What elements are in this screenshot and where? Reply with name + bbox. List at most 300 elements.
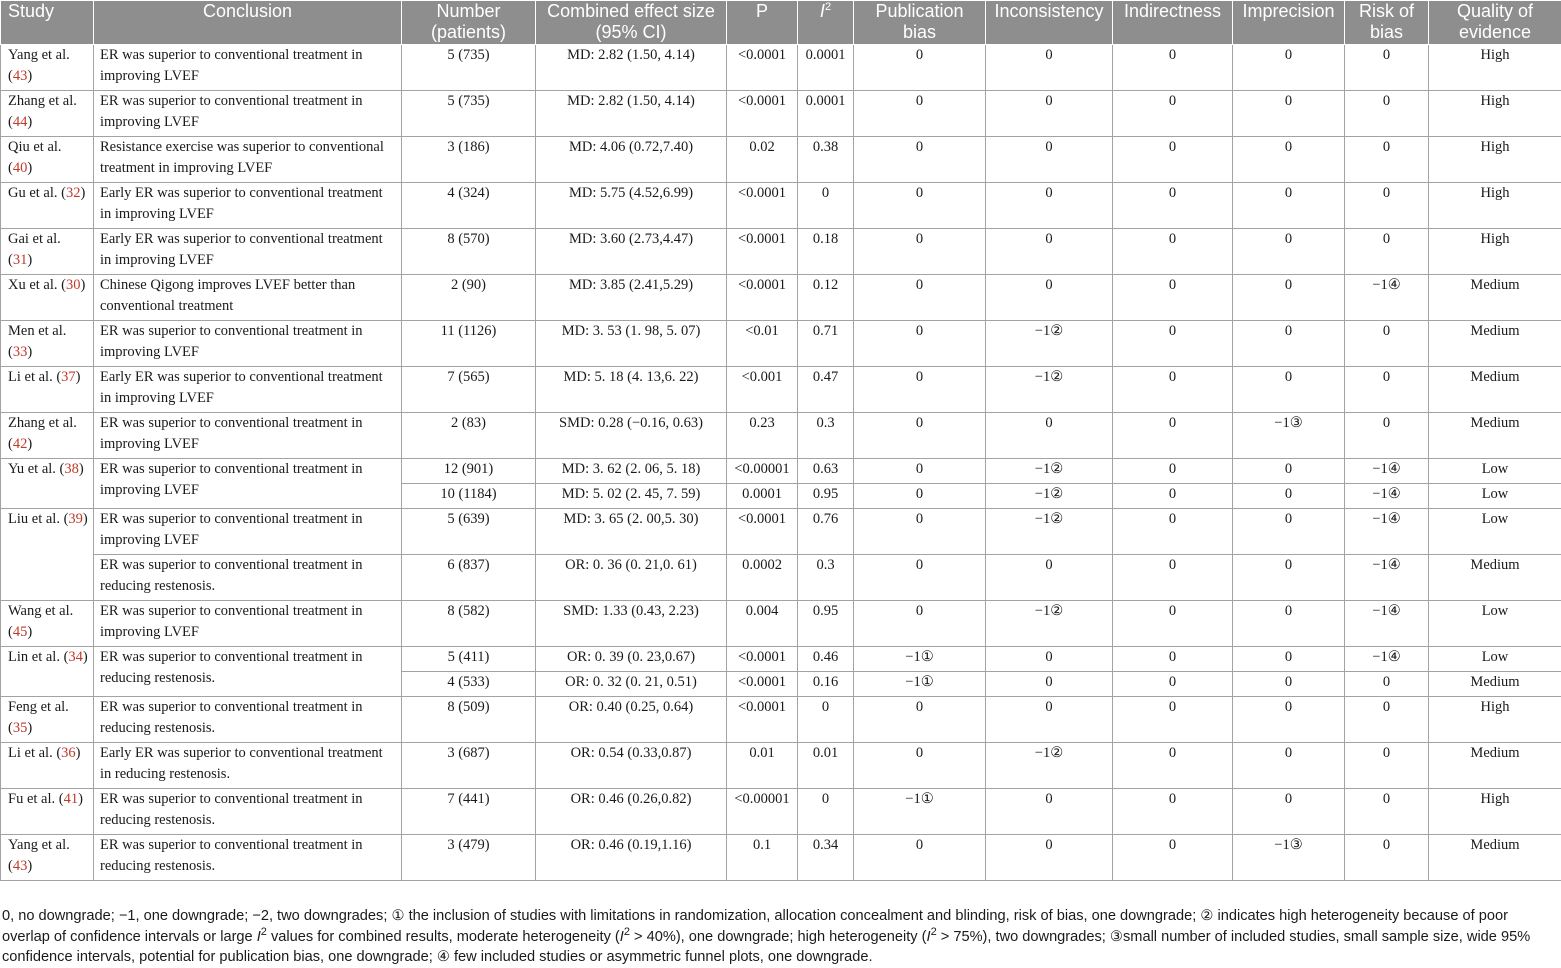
- study-name: Feng et al.: [8, 699, 69, 715]
- table-body: [1, 45, 1561, 881]
- study-name: Liu et al.: [8, 511, 60, 527]
- table-row: [1, 137, 1561, 183]
- table-row: [1, 601, 1561, 647]
- p-value-cell: 0.1: [727, 835, 798, 881]
- header-imprecision: Imprecision: [1233, 1, 1345, 45]
- number-cell: 12 (901): [402, 459, 536, 484]
- effect-size-cell: MD: 3. 62 (2. 06, 5. 18): [536, 459, 727, 484]
- risk-of-bias-cell: 0: [1345, 137, 1429, 183]
- i2-cell: 0.18: [798, 229, 854, 275]
- imprecision-cell: 0: [1233, 672, 1345, 697]
- i2-cell: 0.95: [798, 601, 854, 647]
- risk-of-bias-cell: 0: [1345, 743, 1429, 789]
- study-name: Fu et al.: [8, 791, 56, 807]
- conclusion-cell: ER was superior to conventional treatment in improving LVEF: [94, 413, 402, 459]
- imprecision-cell: −1③: [1233, 413, 1345, 459]
- effect-size-cell: MD: 3. 53 (1. 98, 5. 07): [536, 321, 727, 367]
- indirectness-cell: 0: [1113, 275, 1233, 321]
- study-cell: Zhang et al. (42): [1, 413, 94, 459]
- number-cell: 8 (570): [402, 229, 536, 275]
- effect-size-cell: MD: 3.60 (2.73,4.47): [536, 229, 727, 275]
- i2-cell: 0: [798, 789, 854, 835]
- i2-cell: 0.95: [798, 484, 854, 509]
- quality-cell: Medium: [1429, 555, 1561, 601]
- inconsistency-cell: 0: [986, 647, 1113, 672]
- effect-size-cell: MD: 3.85 (2.41,5.29): [536, 275, 727, 321]
- inconsistency-cell: −1②: [986, 509, 1113, 555]
- study-cell: Yang et al. (43): [1, 45, 94, 91]
- imprecision-cell: 0: [1233, 229, 1345, 275]
- number-cell: 7 (565): [402, 367, 536, 413]
- study-name: Qiu et al.: [8, 139, 62, 155]
- study-reference: 36: [61, 745, 76, 761]
- study-reference: 30: [66, 277, 81, 293]
- indirectness-cell: 0: [1113, 647, 1233, 672]
- indirectness-cell: 0: [1113, 137, 1233, 183]
- study-reference: 41: [63, 791, 79, 807]
- study-reference: 42: [12, 436, 28, 452]
- study-cell: Yu et al. (38): [1, 459, 94, 509]
- study-reference: 39: [68, 511, 83, 527]
- p-value-cell: <0.0001: [727, 697, 798, 743]
- imprecision-cell: 0: [1233, 91, 1345, 137]
- study-name: Yu et al.: [8, 461, 56, 477]
- p-value-cell: <0.0001: [727, 45, 798, 91]
- p-value-cell: <0.0001: [727, 275, 798, 321]
- publication-bias-cell: 0: [854, 91, 986, 137]
- inconsistency-cell: 0: [986, 697, 1113, 743]
- study-cell: Liu et al. (39): [1, 509, 94, 601]
- publication-bias-cell: −1①: [854, 672, 986, 697]
- table-row: [1, 321, 1561, 367]
- conclusion-cell: ER was superior to conventional treatment in reducing restenosis.: [94, 697, 402, 743]
- imprecision-cell: 0: [1233, 601, 1345, 647]
- publication-bias-cell: −1①: [854, 647, 986, 672]
- i2-cell: 0.71: [798, 321, 854, 367]
- imprecision-cell: 0: [1233, 275, 1345, 321]
- study-cell: Li et al. (36): [1, 743, 94, 789]
- header-publication-bias: Publication bias: [854, 1, 986, 45]
- effect-size-cell: OR: 0.54 (0.33,0.87): [536, 743, 727, 789]
- study-cell: Qiu et al. (40): [1, 137, 94, 183]
- study-name: Yang et al.: [8, 47, 70, 63]
- study-name: Zhang et al.: [8, 93, 77, 109]
- quality-cell: Medium: [1429, 275, 1561, 321]
- table-row: [1, 459, 1561, 484]
- quality-cell: High: [1429, 183, 1561, 229]
- header-inconsistency: Inconsistency: [986, 1, 1113, 45]
- indirectness-cell: 0: [1113, 413, 1233, 459]
- inconsistency-cell: 0: [986, 45, 1113, 91]
- table-row: [1, 697, 1561, 743]
- publication-bias-cell: 0: [854, 367, 986, 413]
- number-cell: 4 (324): [402, 183, 536, 229]
- quality-cell: Medium: [1429, 743, 1561, 789]
- p-value-cell: 0.02: [727, 137, 798, 183]
- number-cell: 5 (639): [402, 509, 536, 555]
- conclusion-cell: ER was superior to conventional treatment in reducing restenosis.: [94, 835, 402, 881]
- p-value-cell: <0.0001: [727, 229, 798, 275]
- effect-size-cell: MD: 5. 18 (4. 13,6. 22): [536, 367, 727, 413]
- quality-cell: Low: [1429, 509, 1561, 555]
- indirectness-cell: 0: [1113, 672, 1233, 697]
- number-cell: 6 (837): [402, 555, 536, 601]
- imprecision-cell: 0: [1233, 137, 1345, 183]
- conclusion-cell: ER was superior to conventional treatment in improving LVEF: [94, 45, 402, 91]
- p-value-cell: <0.00001: [727, 789, 798, 835]
- quality-cell: High: [1429, 229, 1561, 275]
- study-reference: 45: [12, 624, 28, 640]
- effect-size-cell: SMD: 0.28 (−0.16, 0.63): [536, 413, 727, 459]
- risk-of-bias-cell: −1④: [1345, 509, 1429, 555]
- quality-cell: Low: [1429, 601, 1561, 647]
- study-reference: 32: [66, 185, 81, 201]
- indirectness-cell: 0: [1113, 509, 1233, 555]
- table-row: [1, 743, 1561, 789]
- imprecision-cell: −1③: [1233, 835, 1345, 881]
- quality-cell: Medium: [1429, 367, 1561, 413]
- inconsistency-cell: −1②: [986, 321, 1113, 367]
- header-quality: Quality of evidence: [1429, 1, 1561, 45]
- i2-cell: 0.34: [798, 835, 854, 881]
- conclusion-cell: Early ER was superior to conventional treatment in improving LVEF: [94, 367, 402, 413]
- effect-size-cell: OR: 0. 36 (0. 21,0. 61): [536, 555, 727, 601]
- study-cell: Wang et al. (45): [1, 601, 94, 647]
- effect-size-cell: OR: 0. 32 (0. 21, 0.51): [536, 672, 727, 697]
- effect-size-cell: OR: 0.46 (0.19,1.16): [536, 835, 727, 881]
- study-name: Gu et al.: [8, 185, 58, 201]
- table-row: [1, 183, 1561, 229]
- indirectness-cell: 0: [1113, 555, 1233, 601]
- risk-of-bias-cell: 0: [1345, 91, 1429, 137]
- table-row: [1, 509, 1561, 555]
- table-row: [1, 647, 1561, 672]
- table-row: [1, 835, 1561, 881]
- table-row: [1, 91, 1561, 137]
- effect-size-cell: OR: 0.40 (0.25, 0.64): [536, 697, 727, 743]
- quality-cell: Low: [1429, 459, 1561, 484]
- inconsistency-cell: −1②: [986, 484, 1113, 509]
- indirectness-cell: 0: [1113, 789, 1233, 835]
- study-name: Li et al.: [8, 745, 53, 761]
- publication-bias-cell: 0: [854, 835, 986, 881]
- quality-cell: High: [1429, 789, 1561, 835]
- i2-cell: 0.47: [798, 367, 854, 413]
- effect-size-cell: MD: 2.82 (1.50, 4.14): [536, 91, 727, 137]
- p-value-cell: 0.23: [727, 413, 798, 459]
- study-cell: Li et al. (37): [1, 367, 94, 413]
- publication-bias-cell: 0: [854, 509, 986, 555]
- study-reference: 35: [12, 720, 28, 736]
- publication-bias-cell: 0: [854, 137, 986, 183]
- conclusion-cell: ER was superior to conventional treatment in reducing restenosis.: [94, 789, 402, 835]
- indirectness-cell: 0: [1113, 601, 1233, 647]
- p-value-cell: <0.0001: [727, 647, 798, 672]
- quality-cell: Low: [1429, 647, 1561, 672]
- publication-bias-cell: 0: [854, 743, 986, 789]
- conclusion-cell: ER was superior to conventional treatment in improving LVEF: [94, 601, 402, 647]
- indirectness-cell: 0: [1113, 91, 1233, 137]
- p-value-cell: <0.01: [727, 321, 798, 367]
- study-cell: Xu et al. (30): [1, 275, 94, 321]
- inconsistency-cell: 0: [986, 183, 1113, 229]
- study-cell: Feng et al. (35): [1, 697, 94, 743]
- p-value-cell: <0.001: [727, 367, 798, 413]
- publication-bias-cell: −1①: [854, 789, 986, 835]
- conclusion-cell: ER was superior to conventional treatment in improving LVEF: [94, 91, 402, 137]
- number-cell: 3 (479): [402, 835, 536, 881]
- number-cell: 10 (1184): [402, 484, 536, 509]
- number-cell: 8 (509): [402, 697, 536, 743]
- risk-of-bias-cell: 0: [1345, 413, 1429, 459]
- quality-cell: Medium: [1429, 672, 1561, 697]
- publication-bias-cell: 0: [854, 555, 986, 601]
- conclusion-cell: Resistance exercise was superior to conventional treatment in improving LVEF: [94, 137, 402, 183]
- i2-cell: 0.12: [798, 275, 854, 321]
- risk-of-bias-cell: −1④: [1345, 601, 1429, 647]
- p-value-cell: <0.0001: [727, 91, 798, 137]
- effect-size-cell: OR: 0.46 (0.26,0.82): [536, 789, 727, 835]
- study-cell: Fu et al. (41): [1, 789, 94, 835]
- effect-size-cell: OR: 0. 39 (0. 23,0.67): [536, 647, 727, 672]
- study-name: Zhang et al.: [8, 415, 77, 431]
- imprecision-cell: 0: [1233, 509, 1345, 555]
- i2-cell: 0.63: [798, 459, 854, 484]
- quality-cell: High: [1429, 697, 1561, 743]
- p-value-cell: 0.004: [727, 601, 798, 647]
- conclusion-cell: Early ER was superior to conventional treatment in improving LVEF: [94, 229, 402, 275]
- header-p: P: [727, 1, 798, 45]
- number-cell: 3 (687): [402, 743, 536, 789]
- conclusion-cell: Early ER was superior to conventional treatment in improving LVEF: [94, 183, 402, 229]
- imprecision-cell: 0: [1233, 183, 1345, 229]
- risk-of-bias-cell: −1④: [1345, 647, 1429, 672]
- conclusion-cell: ER was superior to conventional treatment in reducing restenosis.: [94, 647, 402, 697]
- effect-size-cell: MD: 5. 02 (2. 45, 7. 59): [536, 484, 727, 509]
- risk-of-bias-cell: 0: [1345, 229, 1429, 275]
- table-row: [1, 413, 1561, 459]
- p-value-cell: <0.0001: [727, 672, 798, 697]
- inconsistency-cell: −1②: [986, 743, 1113, 789]
- effect-size-cell: MD: 4.06 (0.72,7.40): [536, 137, 727, 183]
- study-cell: Gai et al. (31): [1, 229, 94, 275]
- conclusion-cell: ER was superior to conventional treatment in improving LVEF: [94, 459, 402, 509]
- publication-bias-cell: 0: [854, 45, 986, 91]
- header-effect-size: Combined effect size (95% CI): [536, 1, 727, 45]
- table-row: [1, 275, 1561, 321]
- publication-bias-cell: 0: [854, 697, 986, 743]
- study-reference: 40: [12, 160, 28, 176]
- p-value-cell: 0.01: [727, 743, 798, 789]
- number-cell: 8 (582): [402, 601, 536, 647]
- indirectness-cell: 0: [1113, 484, 1233, 509]
- publication-bias-cell: 0: [854, 484, 986, 509]
- i2-cell: 0.38: [798, 137, 854, 183]
- inconsistency-cell: 0: [986, 229, 1113, 275]
- imprecision-cell: 0: [1233, 321, 1345, 367]
- p-value-cell: 0.0001: [727, 484, 798, 509]
- header-number: Number (patients): [402, 1, 536, 45]
- study-cell: Yang et al. (43): [1, 835, 94, 881]
- publication-bias-cell: 0: [854, 275, 986, 321]
- conclusion-cell: ER was superior to conventional treatment in improving LVEF: [94, 321, 402, 367]
- study-name: Li et al.: [8, 369, 53, 385]
- risk-of-bias-cell: 0: [1345, 835, 1429, 881]
- i2-cell: 0: [798, 183, 854, 229]
- number-cell: 5 (735): [402, 91, 536, 137]
- inconsistency-cell: 0: [986, 91, 1113, 137]
- imprecision-cell: 0: [1233, 697, 1345, 743]
- number-cell: 7 (441): [402, 789, 536, 835]
- conclusion-cell: Chinese Qigong improves LVEF better than conventional treatment: [94, 275, 402, 321]
- study-reference: 38: [64, 461, 79, 477]
- risk-of-bias-cell: −1④: [1345, 275, 1429, 321]
- risk-of-bias-cell: 0: [1345, 789, 1429, 835]
- study-name: Lin et al.: [8, 649, 60, 665]
- table-footnote: 0, no downgrade; −1, one downgrade; −2, two downgrades; ① the inclusion of studies with limitations in randomization, allocation concealment and blinding, risk of bias, one downgrade; ② indicates high heterogeneity because of poor overlap of confidence intervals or large $I^2$ values for combined results, moderate heterogeneity $(I^2 > 40\%)$, one downgrade; high heterogeneity $(I^2 > 75\%)$, two downgrades; ③small number of included studies, small sample size, wide 95% confidence intervals, potential for publication bias, one downgrade; ④ few included studies or asymmetric funnel plots, one downgrade.: [2, 908, 1531, 965]
- header-conclusion: Conclusion: [94, 1, 402, 45]
- i2-cell: 0.01: [798, 743, 854, 789]
- imprecision-cell: 0: [1233, 484, 1345, 509]
- p-value-cell: <0.00001: [727, 459, 798, 484]
- quality-cell: Medium: [1429, 321, 1561, 367]
- inconsistency-cell: 0: [986, 672, 1113, 697]
- study-cell: Zhang et al. (44): [1, 91, 94, 137]
- i2-cell: 0.76: [798, 509, 854, 555]
- inconsistency-cell: 0: [986, 413, 1113, 459]
- study-name: Xu et al.: [8, 277, 58, 293]
- number-cell: 3 (186): [402, 137, 536, 183]
- inconsistency-cell: 0: [986, 275, 1113, 321]
- quality-cell: Medium: [1429, 413, 1561, 459]
- risk-of-bias-cell: 0: [1345, 697, 1429, 743]
- indirectness-cell: 0: [1113, 835, 1233, 881]
- indirectness-cell: 0: [1113, 367, 1233, 413]
- study-reference: 43: [12, 68, 28, 84]
- study-name: Gai et al.: [8, 231, 61, 247]
- study-cell: Men et al. (33): [1, 321, 94, 367]
- number-cell: 5 (735): [402, 45, 536, 91]
- i2-cell: 0.46: [798, 647, 854, 672]
- study-reference: 33: [12, 344, 28, 360]
- header-row: [1, 1, 1561, 45]
- quality-cell: High: [1429, 45, 1561, 91]
- risk-of-bias-cell: 0: [1345, 672, 1429, 697]
- number-cell: 11 (1126): [402, 321, 536, 367]
- effect-size-cell: SMD: 1.33 (0.43, 2.23): [536, 601, 727, 647]
- p-value-cell: 0.0002: [727, 555, 798, 601]
- inconsistency-cell: 0: [986, 555, 1113, 601]
- indirectness-cell: 0: [1113, 321, 1233, 367]
- inconsistency-cell: 0: [986, 835, 1113, 881]
- conclusion-cell: ER was superior to conventional treatment in reducing restenosis.: [94, 555, 402, 601]
- risk-of-bias-cell: −1④: [1345, 555, 1429, 601]
- study-reference: 43: [12, 858, 28, 874]
- risk-of-bias-cell: 0: [1345, 45, 1429, 91]
- i2-cell: 0.3: [798, 555, 854, 601]
- study-reference: 31: [12, 252, 28, 268]
- indirectness-cell: 0: [1113, 183, 1233, 229]
- publication-bias-cell: 0: [854, 601, 986, 647]
- number-cell: 5 (411): [402, 647, 536, 672]
- inconsistency-cell: −1②: [986, 459, 1113, 484]
- i2-cell: 0: [798, 697, 854, 743]
- study-reference: 44: [12, 114, 28, 130]
- publication-bias-cell: 0: [854, 183, 986, 229]
- study-name: Wang et al.: [8, 603, 74, 619]
- indirectness-cell: 0: [1113, 45, 1233, 91]
- publication-bias-cell: 0: [854, 459, 986, 484]
- imprecision-cell: 0: [1233, 367, 1345, 413]
- risk-of-bias-cell: 0: [1345, 183, 1429, 229]
- table-row: [1, 367, 1561, 413]
- conclusion-cell: ER was superior to conventional treatment in improving LVEF: [94, 509, 402, 555]
- quality-cell: High: [1429, 91, 1561, 137]
- risk-of-bias-cell: 0: [1345, 321, 1429, 367]
- table-row: [1, 555, 1561, 601]
- p-value-cell: <0.0001: [727, 509, 798, 555]
- publication-bias-cell: 0: [854, 321, 986, 367]
- header-indirectness: Indirectness: [1113, 1, 1233, 45]
- inconsistency-cell: −1②: [986, 601, 1113, 647]
- indirectness-cell: 0: [1113, 697, 1233, 743]
- imprecision-cell: 0: [1233, 555, 1345, 601]
- i2-cell: 0.0001: [798, 45, 854, 91]
- table-row: [1, 229, 1561, 275]
- i2-cell: 0.3: [798, 413, 854, 459]
- i2-cell: 0.16: [798, 672, 854, 697]
- table-row: [1, 789, 1561, 835]
- risk-of-bias-cell: −1④: [1345, 459, 1429, 484]
- imprecision-cell: 0: [1233, 647, 1345, 672]
- imprecision-cell: 0: [1233, 789, 1345, 835]
- study-name: Men et al.: [8, 323, 67, 339]
- inconsistency-cell: 0: [986, 789, 1113, 835]
- p-value-cell: <0.0001: [727, 183, 798, 229]
- study-reference: 37: [61, 369, 76, 385]
- header-study: Study: [1, 1, 94, 45]
- i2-cell: 0.0001: [798, 91, 854, 137]
- imprecision-cell: 0: [1233, 743, 1345, 789]
- quality-cell: High: [1429, 137, 1561, 183]
- header-risk-of-bias: Risk of bias: [1345, 1, 1429, 45]
- publication-bias-cell: 0: [854, 413, 986, 459]
- imprecision-cell: 0: [1233, 45, 1345, 91]
- study-cell: Lin et al. (34): [1, 647, 94, 697]
- quality-cell: Medium: [1429, 835, 1561, 881]
- publication-bias-cell: 0: [854, 229, 986, 275]
- indirectness-cell: 0: [1113, 229, 1233, 275]
- table-row: [1, 45, 1561, 91]
- risk-of-bias-cell: 0: [1345, 367, 1429, 413]
- indirectness-cell: 0: [1113, 459, 1233, 484]
- number-cell: 4 (533): [402, 672, 536, 697]
- number-cell: 2 (90): [402, 275, 536, 321]
- inconsistency-cell: −1②: [986, 367, 1113, 413]
- imprecision-cell: 0: [1233, 459, 1345, 484]
- effect-size-cell: MD: 5.75 (4.52,6.99): [536, 183, 727, 229]
- quality-cell: Low: [1429, 484, 1561, 509]
- number-cell: 2 (83): [402, 413, 536, 459]
- study-name: Yang et al.: [8, 837, 70, 853]
- effect-size-cell: MD: 2.82 (1.50, 4.14): [536, 45, 727, 91]
- study-cell: Gu et al. (32): [1, 183, 94, 229]
- effect-size-cell: MD: 3. 65 (2. 00,5. 30): [536, 509, 727, 555]
- study-reference: 34: [68, 649, 83, 665]
- header-i2: $I^2$: [798, 1, 854, 45]
- risk-of-bias-cell: −1④: [1345, 484, 1429, 509]
- inconsistency-cell: 0: [986, 137, 1113, 183]
